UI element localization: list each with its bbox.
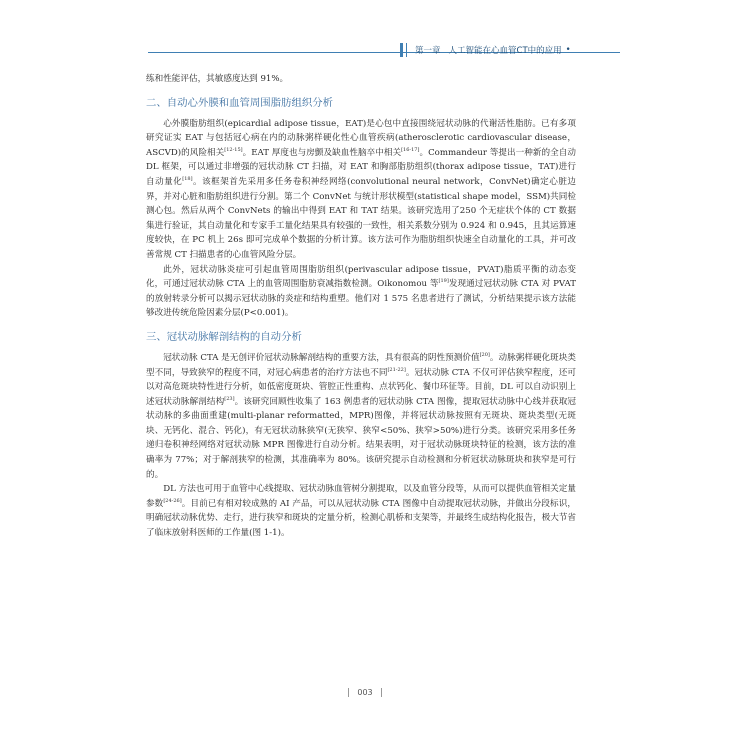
- citation-ref: [16-17]: [401, 146, 420, 153]
- main-text: [146, 72, 576, 541]
- citation-ref: [20]: [479, 351, 490, 358]
- header-title: 人工智能在心血管CT中的应用: [448, 46, 562, 56]
- section-2-heading: 二、自动心外膜和血管周围脂肪组织分析: [146, 96, 334, 109]
- text-run: 冠状动脉 CTA 是无创评价冠状动脉解剖结构的重要方法，具有很高的阴性预测价值: [163, 352, 480, 363]
- citation-ref: [12-15]: [224, 146, 243, 153]
- text-run: 。Commandeur 等提出一种新的全自动 DL 框架，可以通过非增强的冠状动脉 CT 扫描，对 EAT 和胸部脂肪组织(thorax adipose tissue，TAT)进行自动量化: [146, 147, 576, 187]
- section-2-paragraph-2: [146, 263, 576, 321]
- text-run: 。动脉粥样硬化斑块类型不同，导致狭窄的程度不同，对冠心病患者的治疗方法也不同: [146, 352, 576, 378]
- citation-ref: [23]: [224, 395, 235, 402]
- text-run: 。该框架首先采用多任务卷积神经网络(convolutional neural network，ConvNet)确定心脏边界，并对心脏和脂肪组织进行分割。第二个 ConvNet 与统计形状模型(statistical shape model，SSM)共同检测心包。然后从两个 ConvNets 的输出中得到 EAT 和 TAT 结果。该研究选用了250 个无症状个体的 CT 数据集进行验证，其自动量化和专家手工量化结果具有较强的一致性，相关系数分别为 0.924 和 0.945，且其运算速度较快，在 PC 机上 26s 即可完成单个数据的分析计算。该方法可作为脂肪组织快速全自动量化的工具，并可改善常规 CT 扫描患者的心血管风险分层。: [146, 176, 576, 260]
- section-2-paragraph-1: [146, 117, 576, 263]
- text-run: 。该研究回顾性收集了 163 例患者的冠状动脉 CTA 图像，提取冠状动脉中心线并获取冠状动脉的多曲面重建(multi-planar reformatted，MPR)图像，并将冠状动脉按照有无斑块、斑块类型(无斑块、无钙化、混合、钙化)，有无冠状动脉狭窄(无狭窄、狭窄<50%、狭窄>50%)进行分类。该研究采用多任务递归卷积神经网络对冠状动脉 MPR 图像进行自动分析。结果表明，对于冠状动脉斑块特征的检测，该方法的准确率为 77%；对于解剖狭窄的检测，其准确率为 80%。该研究提示自动检测和分析冠状动脉斑块和狭窄是可行的。: [146, 396, 576, 480]
- header-marker: [400, 43, 403, 57]
- text-run: 此外，冠状动脉炎症可引起血管周围脂肪组织(perivascular adipose tissue，PVAT)脂质平衡的动态变化，可通过冠状动脉 CTA 上的血管周围脂肪衰减指数检测。Oikonomou 等: [146, 264, 576, 290]
- header-bullet: •: [565, 45, 571, 55]
- section-3-paragraph-2: [146, 482, 576, 540]
- text-run: 。冠状动脉 CTA 不仅可评估狭窄程度，还可以对高危斑块特性进行分析，如低密度斑块、管腔正性重构、点状钙化、餐巾环征等。目前，DL 可以自动识别上述冠状动脉解剖结构: [146, 367, 576, 407]
- citation-ref: [24-26]: [163, 497, 182, 504]
- text-run: 。目前已有相对较成熟的 AI 产品，可以从冠状动脉 CTA 图像中自动提取冠状动脉，并做出分段标识，明确冠状动脉优势、走行，进行狭窄和斑块的定量分析，检测心肌桥和支架等，并最终生成结构化报告，极大节省了临床放射科医师的工作量(图 1-1)。: [146, 498, 576, 539]
- text-run: 心外膜脂肪组织(epicardial adipose tissue，EAT)是心包中直接围绕冠状动脉的代谢活性脂肪。已有多项研究证实 EAT 与包括冠心病在内的动脉粥样硬化性心血管疾病(atherosclerotic cardiovascular disease，ASCVD)的风险相关: [146, 118, 576, 158]
- header-chapter: 第一章: [415, 46, 441, 56]
- running-header: [400, 40, 620, 60]
- text-run: 发现通过冠状动脉 CTA 对 PVAT 的放射转录分析可以揭示冠状动脉的炎症和结构重塑。他们对 1 575 名患者进行了测试，分析结果提示该方法能够改进传统危险因素分层(P<0.001)。: [146, 279, 576, 319]
- page-number-text: 003: [348, 688, 381, 697]
- page-number: [340, 688, 390, 697]
- citation-ref: [19]: [438, 278, 449, 285]
- section-3-heading: 三、冠状动脉解剖结构的自动分析: [146, 330, 302, 343]
- text-run: 。EAT 厚度也与房颤及缺血性脑卒中相关: [242, 147, 402, 158]
- header-divider: [406, 43, 407, 57]
- text-run: DL 方法也可用于血管中心线提取、冠状动脉血管树分割提取，以及血管分段等，从而可以提供血管相关定量参数: [146, 484, 576, 509]
- section-3-paragraph-1: [146, 351, 576, 482]
- citation-ref: [21-22]: [387, 366, 406, 373]
- intro-line: 练和性能评估，其敏感度达到 91%。: [146, 74, 289, 84]
- citation-ref: [18]: [182, 175, 193, 182]
